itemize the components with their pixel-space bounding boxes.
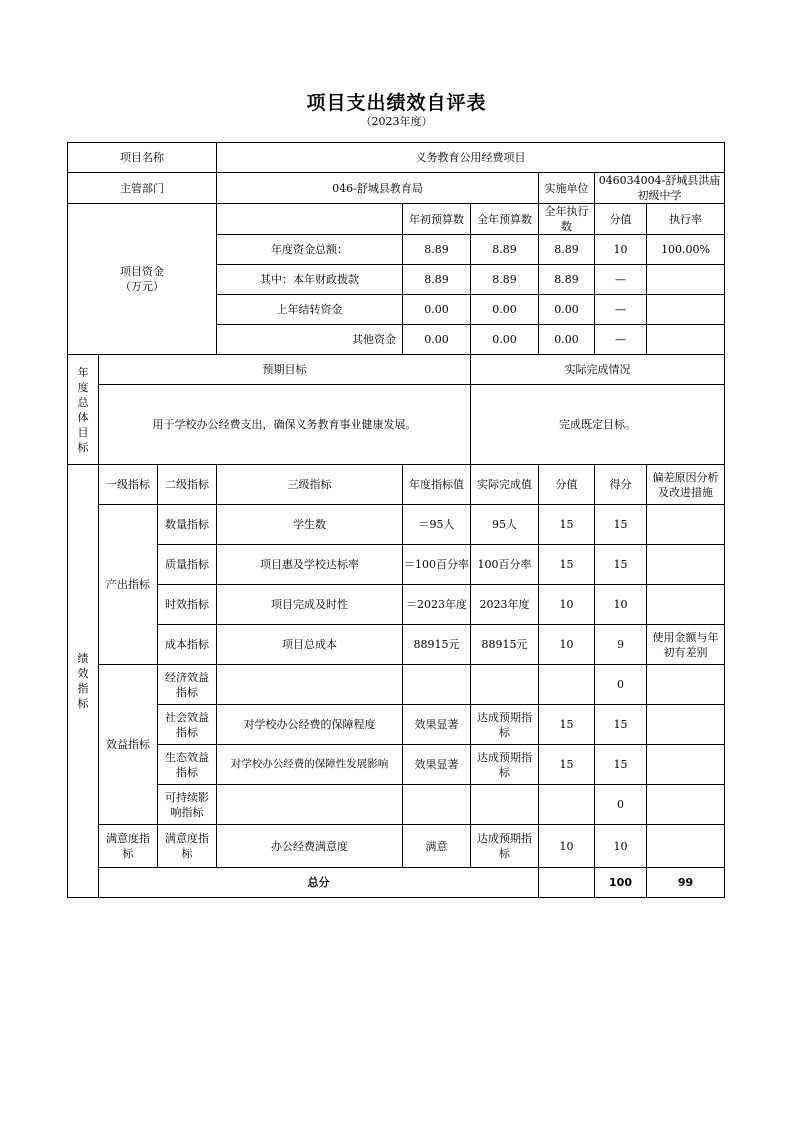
level3-cell: 对学校办公经费的保障性发展影响 (217, 745, 403, 785)
level3-cell (217, 665, 403, 705)
satisfaction-indicator-label: 满意度指 标 (99, 825, 158, 868)
indicator-header: 得分 (595, 465, 647, 505)
level2-cell: 满意度指 标 (158, 825, 217, 868)
funds-col-header: 年初预算数 (403, 204, 471, 235)
funds-cell: 8.89 (471, 265, 539, 295)
funds-cell: 0.00 (539, 295, 595, 325)
indicator-header: 一级指标 (99, 465, 158, 505)
funds-col-header: 全年预算数 (471, 204, 539, 235)
funds-cell: 0.00 (471, 295, 539, 325)
target-cell: 满意 (403, 825, 471, 868)
funds-row-label: 上年结转资金 (217, 295, 403, 325)
satisfaction-indicator-row (68, 825, 725, 868)
target-cell (403, 665, 471, 705)
actual-cell: 达成预期指 标 (471, 705, 539, 745)
score-cell: 15 (595, 745, 647, 785)
funds-cell: — (595, 295, 647, 325)
total-blank (539, 868, 595, 898)
total-score: 99 (647, 868, 725, 898)
benefit-indicator-label: 效益指标 (99, 665, 158, 825)
actual-cell: 100百分率 (471, 545, 539, 585)
funds-row-label: 年度资金总额： (217, 235, 403, 265)
benefit-indicator-row (68, 785, 725, 825)
total-weight: 100 (595, 868, 647, 898)
indicator-header: 二级指标 (158, 465, 217, 505)
indicator-header: 分值 (539, 465, 595, 505)
level2-cell: 社会效益 指标 (158, 705, 217, 745)
unit-label: 实施单位 (539, 173, 595, 204)
funds-section-text: 项目资金 （万元） (120, 265, 164, 293)
funds-cell: 100.00% (647, 235, 725, 265)
actual-cell: 2023年度 (471, 585, 539, 625)
page-title: 项目支出绩效自评表 (306, 92, 487, 114)
weight-cell: 15 (539, 505, 595, 545)
weight-cell: 15 (539, 705, 595, 745)
weight-cell (539, 785, 595, 825)
funds-cell: 0.00 (471, 325, 539, 355)
funds-cell: 8.89 (471, 235, 539, 265)
output-indicator-label: 产出指标 (99, 505, 158, 665)
target-cell: 效果显著 (403, 705, 471, 745)
indicator-header: 三级指标 (217, 465, 403, 505)
note-cell (647, 545, 725, 585)
funds-section-label (68, 204, 217, 355)
note-cell: 使用金额与年 初有差别 (647, 625, 725, 665)
benefit-indicator-row (68, 665, 725, 705)
output-indicator-row (68, 585, 725, 625)
level3-cell (217, 785, 403, 825)
actual-goal-text: 完成既定目标。 (471, 385, 725, 465)
level2-cell: 可持续影 响指标 (158, 785, 217, 825)
note-cell (647, 825, 725, 868)
goals-section-text: 年 度 总 体 目 标 (77, 365, 89, 454)
score-cell: 10 (595, 825, 647, 868)
note-cell (647, 745, 725, 785)
funds-cell: 10 (595, 235, 647, 265)
target-cell: 88915元 (403, 625, 471, 665)
actual-cell (471, 785, 539, 825)
weight-cell: 10 (539, 585, 595, 625)
indicators-section-label (68, 465, 99, 898)
funds-cell (647, 295, 725, 325)
output-indicator-row (68, 545, 725, 585)
actual-cell: 达成预期指 标 (471, 745, 539, 785)
note-cell (647, 585, 725, 625)
level3-cell: 项目完成及时性 (217, 585, 403, 625)
note-cell (647, 665, 725, 705)
funds-cell: 8.89 (539, 235, 595, 265)
funds-col-header: 全年执行数 (539, 204, 595, 235)
level2-cell: 成本指标 (158, 625, 217, 665)
level3-cell: 项目总成本 (217, 625, 403, 665)
funds-row-label: 其他资金 (217, 325, 403, 355)
score-cell: 10 (595, 585, 647, 625)
weight-cell: 15 (539, 745, 595, 785)
goals-section-label (68, 355, 99, 465)
funds-col-header: 执行率 (647, 204, 725, 235)
weight-cell: 15 (539, 545, 595, 585)
level3-cell: 办公经费满意度 (217, 825, 403, 868)
project-name-label: 项目名称 (68, 143, 217, 173)
actual-cell (471, 665, 539, 705)
funds-cell: 8.89 (403, 235, 471, 265)
weight-cell (539, 665, 595, 705)
actual-cell: 88915元 (471, 625, 539, 665)
total-label: 总分 (99, 868, 539, 898)
expected-goal-text: 用于学校办公经费支出，确保义务教育事业健康发展。 (99, 385, 471, 465)
indicator-header: 偏差原因分析 及改进措施 (647, 465, 725, 505)
score-cell: 15 (595, 705, 647, 745)
dept-label: 主管部门 (68, 173, 217, 204)
level3-cell: 学生数 (217, 505, 403, 545)
indicator-header: 实际完成值 (471, 465, 539, 505)
target-cell: ＝100百分率 (403, 545, 471, 585)
funds-cell: 8.89 (403, 265, 471, 295)
funds-cell (647, 325, 725, 355)
funds-cell: — (595, 265, 647, 295)
evaluation-table (67, 142, 725, 898)
level2-cell: 时效指标 (158, 585, 217, 625)
output-indicator-row (68, 505, 725, 545)
actual-cell: 达成预期指 标 (471, 825, 539, 868)
target-cell: 效果显著 (403, 745, 471, 785)
total-row (68, 868, 725, 898)
funds-row-label: 其中：本年财政拨款 (217, 265, 403, 295)
target-cell (403, 785, 471, 825)
benefit-indicator-row (68, 745, 725, 785)
actual-cell: 95人 (471, 505, 539, 545)
score-cell: 9 (595, 625, 647, 665)
target-cell: ＝2023年度 (403, 585, 471, 625)
funds-cell: 0.00 (403, 295, 471, 325)
unit-value: 046034004-舒城县洪庙初级中学 (595, 173, 725, 204)
benefit-indicator-row (68, 705, 725, 745)
level2-cell: 质量指标 (158, 545, 217, 585)
expected-goal-header: 预期目标 (99, 355, 471, 385)
level3-cell: 项目惠及学校达标率 (217, 545, 403, 585)
level2-cell: 生态效益 指标 (158, 745, 217, 785)
funds-cell: 0.00 (403, 325, 471, 355)
note-cell (647, 785, 725, 825)
indicator-header: 年度指标值 (403, 465, 471, 505)
score-cell: 0 (595, 665, 647, 705)
actual-goal-header: 实际完成情况 (471, 355, 725, 385)
weight-cell: 10 (539, 625, 595, 665)
funds-cell (647, 265, 725, 295)
dept-value: 046-舒城县教育局 (217, 173, 539, 204)
note-cell (647, 705, 725, 745)
level2-cell: 经济效益 指标 (158, 665, 217, 705)
weight-cell: 10 (539, 825, 595, 868)
funds-cell: 0.00 (539, 325, 595, 355)
note-cell (647, 505, 725, 545)
year-note: （2023年度） (360, 115, 433, 128)
funds-col-header: 分值 (595, 204, 647, 235)
target-cell: ＝95人 (403, 505, 471, 545)
indicators-section-text: 绩 效 指 标 (77, 652, 89, 710)
output-indicator-row (68, 625, 725, 665)
score-cell: 0 (595, 785, 647, 825)
funds-cell: — (595, 325, 647, 355)
funds-header-blank (217, 204, 403, 235)
score-cell: 15 (595, 545, 647, 585)
level3-cell: 对学校办公经费的保障程度 (217, 705, 403, 745)
level2-cell: 数量指标 (158, 505, 217, 545)
funds-cell: 8.89 (539, 265, 595, 295)
score-cell: 15 (595, 505, 647, 545)
project-name-value: 义务教育公用经费项目 (217, 143, 725, 173)
